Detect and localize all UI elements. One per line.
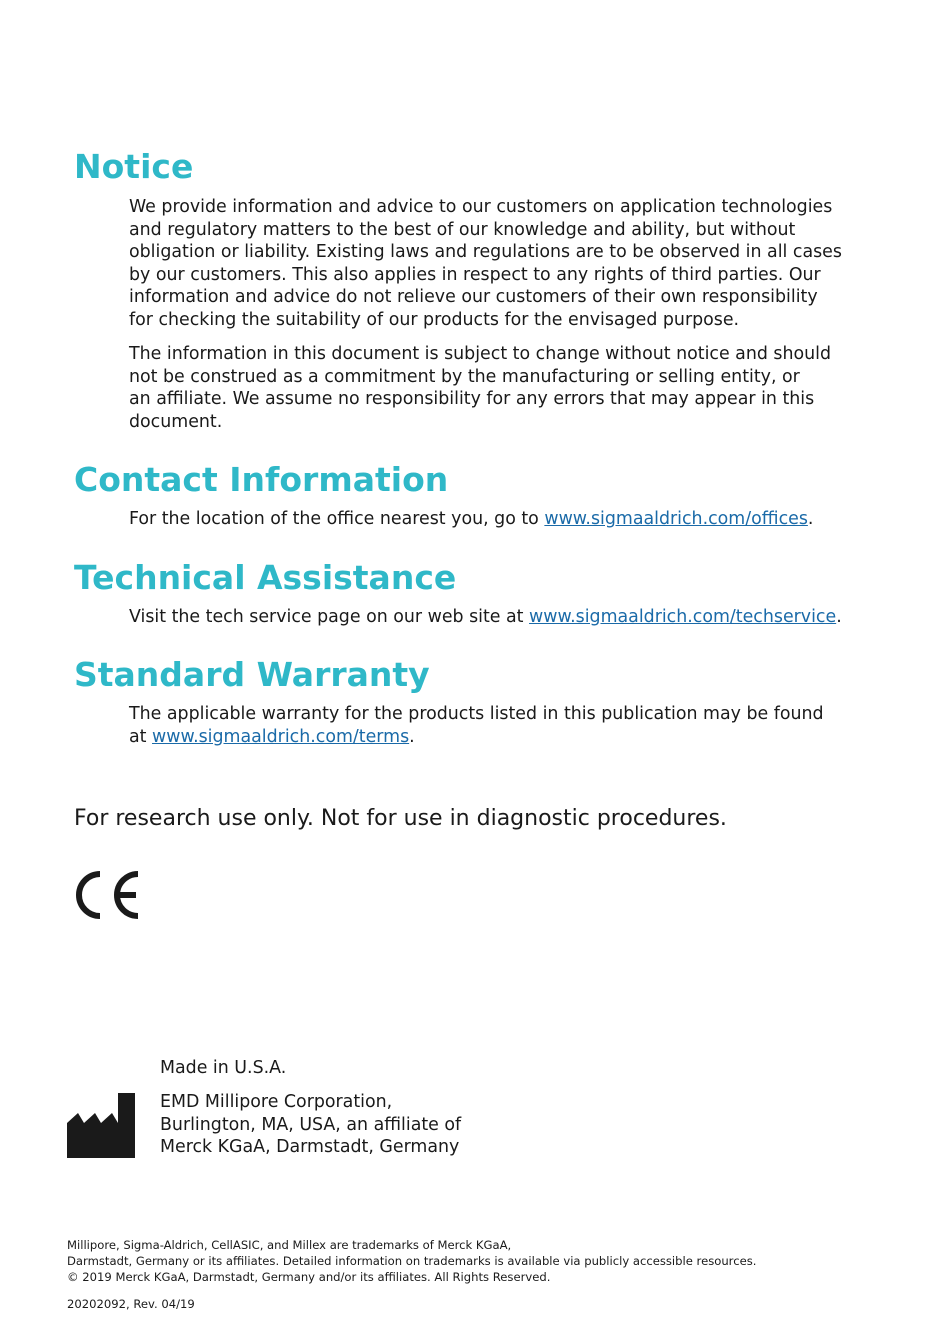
trademark-notice: [67, 1237, 756, 1285]
contact-period: .: [807, 509, 814, 529]
warranty-heading: Standard Warranty: [74, 655, 430, 694]
warranty-line: The applicable warranty for the products listed in this publication may be found: [129, 704, 824, 724]
trademark-line: Darmstadt, Germany or its affiliates. Detailed information on trademarks is available via publicly accessible resources.: [67, 1254, 757, 1268]
technical-paragraph: [129, 606, 842, 629]
ce-mark-icon: [72, 870, 142, 920]
notice-p1-line: obligation or liability. Existing laws and regulations are to be observed in all cases: [129, 242, 842, 263]
manufacturer-line: Merck KGaA, Darmstadt, Germany: [160, 1137, 460, 1158]
offices-link[interactable]: www.sigmaaldrich.com/offices: [544, 509, 808, 529]
contact-heading: Contact Information: [74, 460, 449, 499]
document-number: 20202092, Rev. 04/19: [67, 1297, 195, 1311]
terms-link[interactable]: www.sigmaaldrich.com/terms: [152, 726, 410, 747]
notice-p1-line: and regulatory matters to the best of our knowledge and ability, but without: [129, 219, 796, 240]
notice-paragraph-1: [129, 196, 842, 332]
notice-p2-line: document.: [129, 411, 223, 432]
notice-p2-line: not be construed as a commitment by the manufacturing or selling entity, or: [129, 366, 800, 387]
trademark-line: Millipore, Sigma-Aldrich, CellASIC, and Millex are trademarks of Merck KGaA,: [67, 1238, 512, 1252]
manufacturer-line: EMD Millipore Corporation,: [160, 1092, 393, 1112]
technical-line: [129, 606, 842, 629]
contact-line: [129, 508, 813, 531]
contact-text: For the location of the office nearest you, go to: [129, 509, 545, 529]
notice-p1-line: We provide information and advice to our customers on application technologies: [129, 197, 833, 217]
technical-text: Visit the tech service page on our web site at: [129, 607, 530, 627]
warranty-period: .: [409, 726, 415, 747]
notice-p2-line: The information in this document is subject to change without notice and should: [129, 344, 832, 364]
factory-icon: [67, 1093, 135, 1158]
warranty-line: [129, 726, 824, 749]
technical-heading: Technical Assistance: [74, 558, 457, 597]
notice-paragraph-2: [129, 343, 831, 433]
notice-p2-line: an affiliate. We assume no responsibility for any errors that may appear in this: [129, 389, 815, 410]
copyright-line: © 2019 Merck KGaA, Darmstadt, Germany and/or its affiliates. All Rights Reserved.: [67, 1270, 551, 1284]
warranty-text: at: [129, 726, 153, 747]
notice-heading: Notice: [74, 147, 194, 186]
warranty-paragraph: [129, 703, 824, 748]
research-use-notice: For research use only. Not for use in diagnostic procedures.: [74, 806, 727, 831]
technical-period: .: [836, 607, 842, 627]
manufacturer-address: [160, 1091, 461, 1159]
made-in-text: Made in U.S.A.: [160, 1058, 287, 1078]
techservice-link[interactable]: www.sigmaaldrich.com/techservice: [529, 607, 837, 627]
notice-p1-line: for checking the suitability of our products for the envisaged purpose.: [129, 309, 740, 330]
contact-paragraph: [129, 508, 813, 531]
notice-p1-line: by our customers. This also applies in respect to any rights of third parties. Our: [129, 264, 821, 285]
notice-p1-line: information and advice do not relieve our customers of their own responsibility: [129, 287, 818, 308]
manufacturer-line: Burlington, MA, USA, an affiliate of: [160, 1114, 462, 1135]
